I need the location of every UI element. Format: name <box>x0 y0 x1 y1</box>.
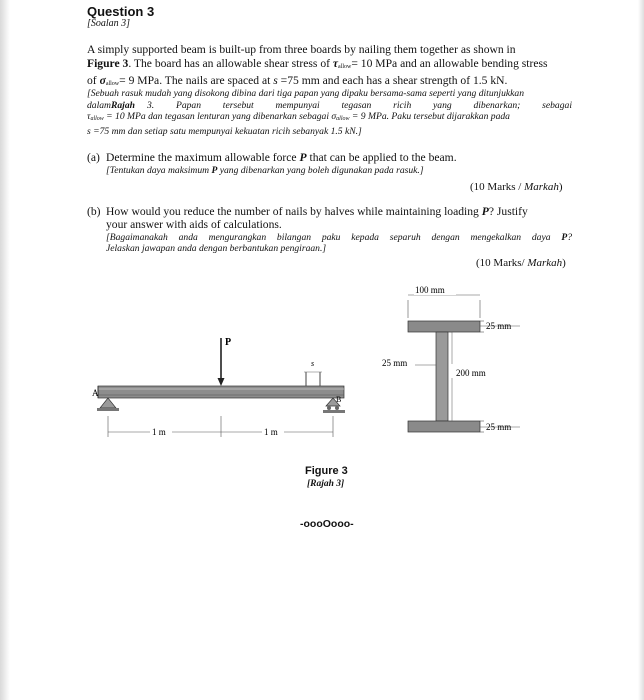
support-b-roller-wheel-2 <box>335 406 339 410</box>
part-b-question-ms-line-1: [Bagaimanakah anda mengurangkan bilangan paku kepada separuh dengan mengekalkan daya P? <box>106 232 572 243</box>
web-thickness-label: 25 mm <box>382 358 408 368</box>
span-2-label: 1 m <box>264 427 278 437</box>
bottom-flange <box>408 421 480 432</box>
beam-body <box>98 386 344 398</box>
question-title: Question 3 <box>87 4 155 19</box>
intro-line-3: of σallow= 9 MPa. The nails are spaced at s =75 mm and each has a shear strength of 1.5 kN. <box>87 74 508 87</box>
tau-symbol: τ <box>332 57 339 70</box>
support-b-roller-wheel-1 <box>327 406 331 410</box>
question-subtitle: [Soalan 3] <box>87 18 131 29</box>
intro-line-1: A simply supported beam is built-up from three boards by nailing them together as shown in <box>87 43 516 56</box>
part-a-question: Determine the maximum allowable force P that can be applied to the beam. <box>106 151 457 164</box>
support-a-pin <box>100 398 116 408</box>
part-b-question-line-1: How would you reduce the number of nails by halves while maintaining loading P? Justify <box>106 205 528 218</box>
bottom-flange-thickness-label: 25 mm <box>486 422 512 432</box>
intro-ms-line-3: τallow = 10 MPa dan tegasan lenturan yang dibenarkan sebagai σallow = 9 MPa. Paku tersebut dijarakkan pada <box>87 111 510 123</box>
intro-ms-line-1: [Sebuah rasuk mudah yang disokong dibina dari tiga papan yang dipaku bersama-sama seperti yang ditunjukkan <box>87 88 525 99</box>
figure-ref: Figure 3 <box>87 57 129 70</box>
intro-ms-line-4: s =75 mm dan setiap satu mempunyai kekuatan ricih sebanyak 1.5 kN.] <box>87 125 362 137</box>
support-b-ground <box>323 410 345 413</box>
top-flange <box>408 321 480 332</box>
part-b-label: (b) <box>87 205 101 218</box>
load-arrow-head <box>218 378 225 386</box>
intro-line-2: Figure 3. The board has an allowable shear stress of τallow= 10 MPa and an allowable bending stress <box>87 57 548 70</box>
cross-section-diagram <box>382 284 520 432</box>
figure-caption-ms: [Rajah 3] <box>307 479 345 489</box>
nail-spacing-label: s <box>311 359 315 368</box>
figure-caption: Figure 3 <box>305 465 348 477</box>
part-a-label: (a) <box>87 151 100 164</box>
part-b-question-line-2: your answer with aids of calculations. <box>106 218 282 231</box>
beam-diagram <box>92 337 345 437</box>
end-mark: -oooOooo- <box>300 518 354 530</box>
support-b-label: B <box>336 395 342 404</box>
part-b-marks: (10 Marks/ Markah) <box>476 257 566 269</box>
sigma-symbol: σ <box>99 74 106 87</box>
span-1-label: 1 m <box>152 427 166 437</box>
web-height-label: 200 mm <box>456 368 486 378</box>
web <box>436 332 448 421</box>
part-a-question-ms: [Tentukan daya maksimum P yang dibenarkan yang boleh digunakan pada rasuk.] <box>106 165 424 176</box>
flange-width-label: 100 mm <box>415 285 445 295</box>
support-a-ground <box>97 408 119 411</box>
load-label: P <box>225 337 232 348</box>
part-b-question-ms-line-2: Jelaskan jawapan anda dengan berbantukan pengiraan.] <box>106 243 327 254</box>
intro-ms-line-2: dalam Rajah 3. Papan tersebut mempunyai tegasan ricih yang dibenarkan; sebagai <box>87 99 572 111</box>
part-a-marks: (10 Marks / Markah) <box>470 181 563 193</box>
support-a-label: A <box>92 388 99 398</box>
top-flange-thickness-label: 25 mm <box>486 321 512 331</box>
